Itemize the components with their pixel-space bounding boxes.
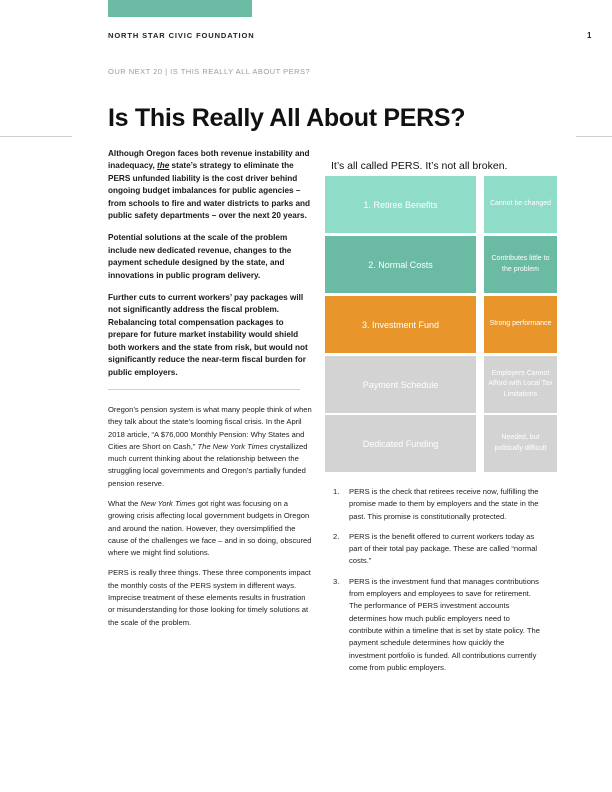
body-paragraph-1: Oregon’s pension system is what many people think of when they talk about the state’s looming fiscal crisis. In the April 2018 article, “A $76,000 Monthly Pension: Why States and Cities are Short on Cash,” The New York Times crystallized much current thinking about the relationship between the struggling local governments and Oregon’s partially funded pension reserve. xyxy=(108,404,312,488)
note-text: PERS is the benefit offered to current workers today as part of their total pay package. These are called “normal costs.” xyxy=(349,531,538,566)
lead-paragraph-2: Potential solutions at the scale of the problem include new dedicated revenue, changes to the payment schedule designed by the state, and innovations in public program delivery. xyxy=(108,233,292,280)
chart-note-cell: Contributes little to the problem xyxy=(484,236,557,293)
chart-note-cell: Cannot be changed xyxy=(484,176,557,233)
note-text: PERS is the check that retirees receive now, fulfilling the promise made to them by employers and the state in the past. This promise is constitutionally protected. xyxy=(349,487,539,521)
note-text: PERS is the investment fund that manages contributions from employers and employees to save for retirement. The performance of PERS investment accounts determines how much public employers need to contribute within a timeline that is set by state policy. The payment schedule determines how quickly the investment portfolio is funded. All contributions currently come from public employers. xyxy=(349,576,540,672)
margin-rule-left xyxy=(0,136,72,137)
organization-name: NORTH STAR CIVIC FOUNDATION xyxy=(108,31,255,40)
chart-component-cell: 3. Investment Fund xyxy=(325,296,476,353)
chart-component-cell: 1. Retiree Benefits xyxy=(325,176,476,233)
section-divider xyxy=(108,389,300,390)
chart-note-cell: Needed, but politically difficult xyxy=(484,415,557,472)
numbered-notes-list xyxy=(333,486,543,682)
chart-title: It’s all called PERS. It’s not all broken. xyxy=(331,160,508,172)
chart-component-cell: Dedicated Funding xyxy=(325,415,476,472)
chart-note-cell: Employers Cannot Afford with Local Tax Limitations xyxy=(484,356,557,413)
page-number: 1 xyxy=(587,31,592,40)
note-item xyxy=(333,531,543,568)
body-paragraph-2: What the New York Times got right was focusing on a growing crisis affecting local government budgets in Oregon and around the nation. However, they oversimplified the cause of the challenges we face – and in so doing, obscured where we might find solutions. xyxy=(108,498,312,558)
chart-note-cell: Strong performance xyxy=(484,296,557,353)
note-item xyxy=(333,486,543,523)
chart-component-cell: 2. Normal Costs xyxy=(325,236,476,293)
lead-paragraph-1: Although Oregon faces both revenue instability and inadequacy, the state’s strategy to eliminate the PERS unfunded liability is the cost driver behind ongoing budget imbalances for public agencies – from schools to fire and water districts to parks and public safety departments – over the next 20 years. xyxy=(108,149,311,221)
body-paragraph-3: PERS is really three things. These three components impact the monthly costs of the PERS system in different ways. Imprecise treatment of these elements results in frustration or misunderstanding for those looking for timely solutions at the scale of the problem. xyxy=(108,568,311,627)
chart-component-cell: Payment Schedule xyxy=(325,356,476,413)
note-number: 3. xyxy=(333,576,340,586)
margin-rule-right xyxy=(576,136,612,137)
note-number: 2. xyxy=(333,531,340,541)
breadcrumb: OUR NEXT 20 | IS THIS REALLY ALL ABOUT PERS? xyxy=(108,67,311,76)
note-item xyxy=(333,576,543,674)
note-number: 1. xyxy=(333,487,340,496)
page-title: Is This Really All About PERS? xyxy=(108,104,466,132)
left-column xyxy=(108,148,314,637)
lead-paragraph-3: Further cuts to current workers’ pay packages will not significantly address the fiscal problem. Rebalancing total compensation packages to prepare for future market instability would shield both workers and the state from risk, but would not significantly reduce the near-term fiscal burden for public employers. xyxy=(108,293,308,377)
header-accent-bar xyxy=(108,0,252,17)
